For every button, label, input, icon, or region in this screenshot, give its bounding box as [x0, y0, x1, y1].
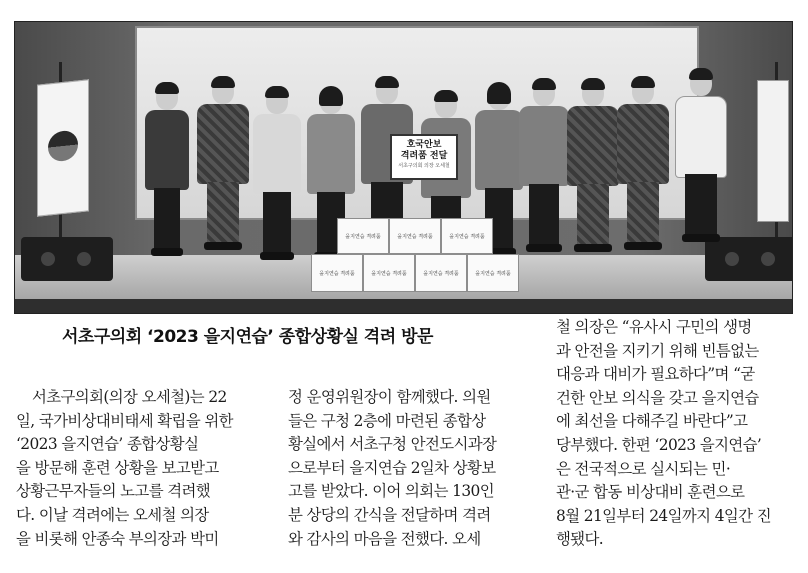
article-line: 철 의장은 “유사시 구민의 생명 — [556, 318, 752, 336]
article-column-1 — [16, 386, 266, 551]
korean-flag-icon — [37, 79, 89, 216]
article-line: 서초구의회(의장 오세철)는 22 — [32, 388, 227, 406]
article-line: 8월 21일부터 24일까지 4일간 진 — [556, 506, 771, 525]
article-line: 과 안전을 지키기 위해 빈틈없는 — [556, 341, 759, 360]
article-column-3 — [556, 316, 796, 552]
gift-box: 을지연습 격려품 — [311, 254, 363, 292]
article-line: ‘2023 을지연습’ 종합상황실 — [16, 435, 199, 454]
speaker-left-icon — [21, 237, 113, 281]
person-3 — [253, 88, 301, 256]
placard-line-3: 서초구의회 의장 오세철 — [398, 163, 450, 169]
stage-edge — [15, 299, 792, 313]
article-line: 을 방문해 훈련 상황을 보고받고 — [16, 458, 219, 477]
taeguk-symbol-icon — [48, 129, 78, 162]
person-8 — [519, 80, 569, 256]
article-line: 에 최선을 다해주길 바란다”고 — [556, 412, 748, 431]
article-line: 황실에서 서초구청 안전도시과장 — [288, 435, 497, 454]
placard-line-1: 호국안보 — [406, 140, 442, 150]
organization-flag-icon — [757, 80, 789, 222]
article-line: 다. 이날 격려에는 오세철 의장 — [16, 505, 209, 524]
article-line: 당부했다. 한편 ‘2023 을지연습’ — [556, 435, 762, 454]
article-line: 와 감사의 마음을 전했다. 오세 — [288, 529, 481, 548]
article-line: 고를 받았다. 이어 의회는 130인 — [288, 482, 494, 501]
person-1 — [145, 84, 189, 256]
gift-box: 을지연습 격려품 — [467, 254, 519, 292]
article-line: 행됐다. — [556, 530, 604, 549]
gift-box: 을지연습 격려품 — [441, 218, 493, 254]
person-2 — [197, 78, 249, 256]
article-line: 분 상당의 간식을 전달하며 격려 — [288, 505, 491, 524]
article-line: 정 운영위원장이 함께했다. 의원 — [288, 388, 491, 406]
article-line: 을 비롯해 안종숙 부의장과 박미 — [16, 529, 219, 548]
person-11 — [675, 70, 727, 256]
article-line: 대응과 대비가 필요하다”며 “굳 — [556, 365, 755, 384]
article-line: 일, 국가비상대비태세 확립을 위한 — [16, 411, 233, 430]
person-9 — [567, 80, 619, 256]
gift-box: 을지연습 격려품 — [337, 218, 389, 254]
article-line: 관·군 합동 비상대비 훈련으로 — [556, 483, 745, 502]
gift-box: 을지연습 격려품 — [415, 254, 467, 292]
gift-box: 을지연습 격려품 — [363, 254, 415, 292]
article-line: 상황근무자들의 노고를 격려했 — [16, 482, 211, 501]
article-line: 들은 구청 2층에 마련된 종합상 — [288, 411, 486, 430]
person-10 — [617, 78, 669, 256]
gift-placard — [390, 134, 458, 180]
article-line: 으로부터 을지연습 2일차 상황보 — [288, 458, 496, 477]
placard-line-2: 격려품 전달 — [400, 151, 448, 161]
gift-box: 을지연습 격려품 — [389, 218, 441, 254]
article-line: 은 전국적으로 실시되는 민· — [556, 459, 731, 478]
news-photo — [14, 21, 793, 314]
article-line: 건한 안보 의식을 갖고 을지연습 — [556, 388, 759, 407]
article-headline: 서초구의회 ‘2023 을지연습’ 종합상황실 격려 방문 — [62, 327, 433, 347]
article-column-2 — [288, 386, 538, 551]
